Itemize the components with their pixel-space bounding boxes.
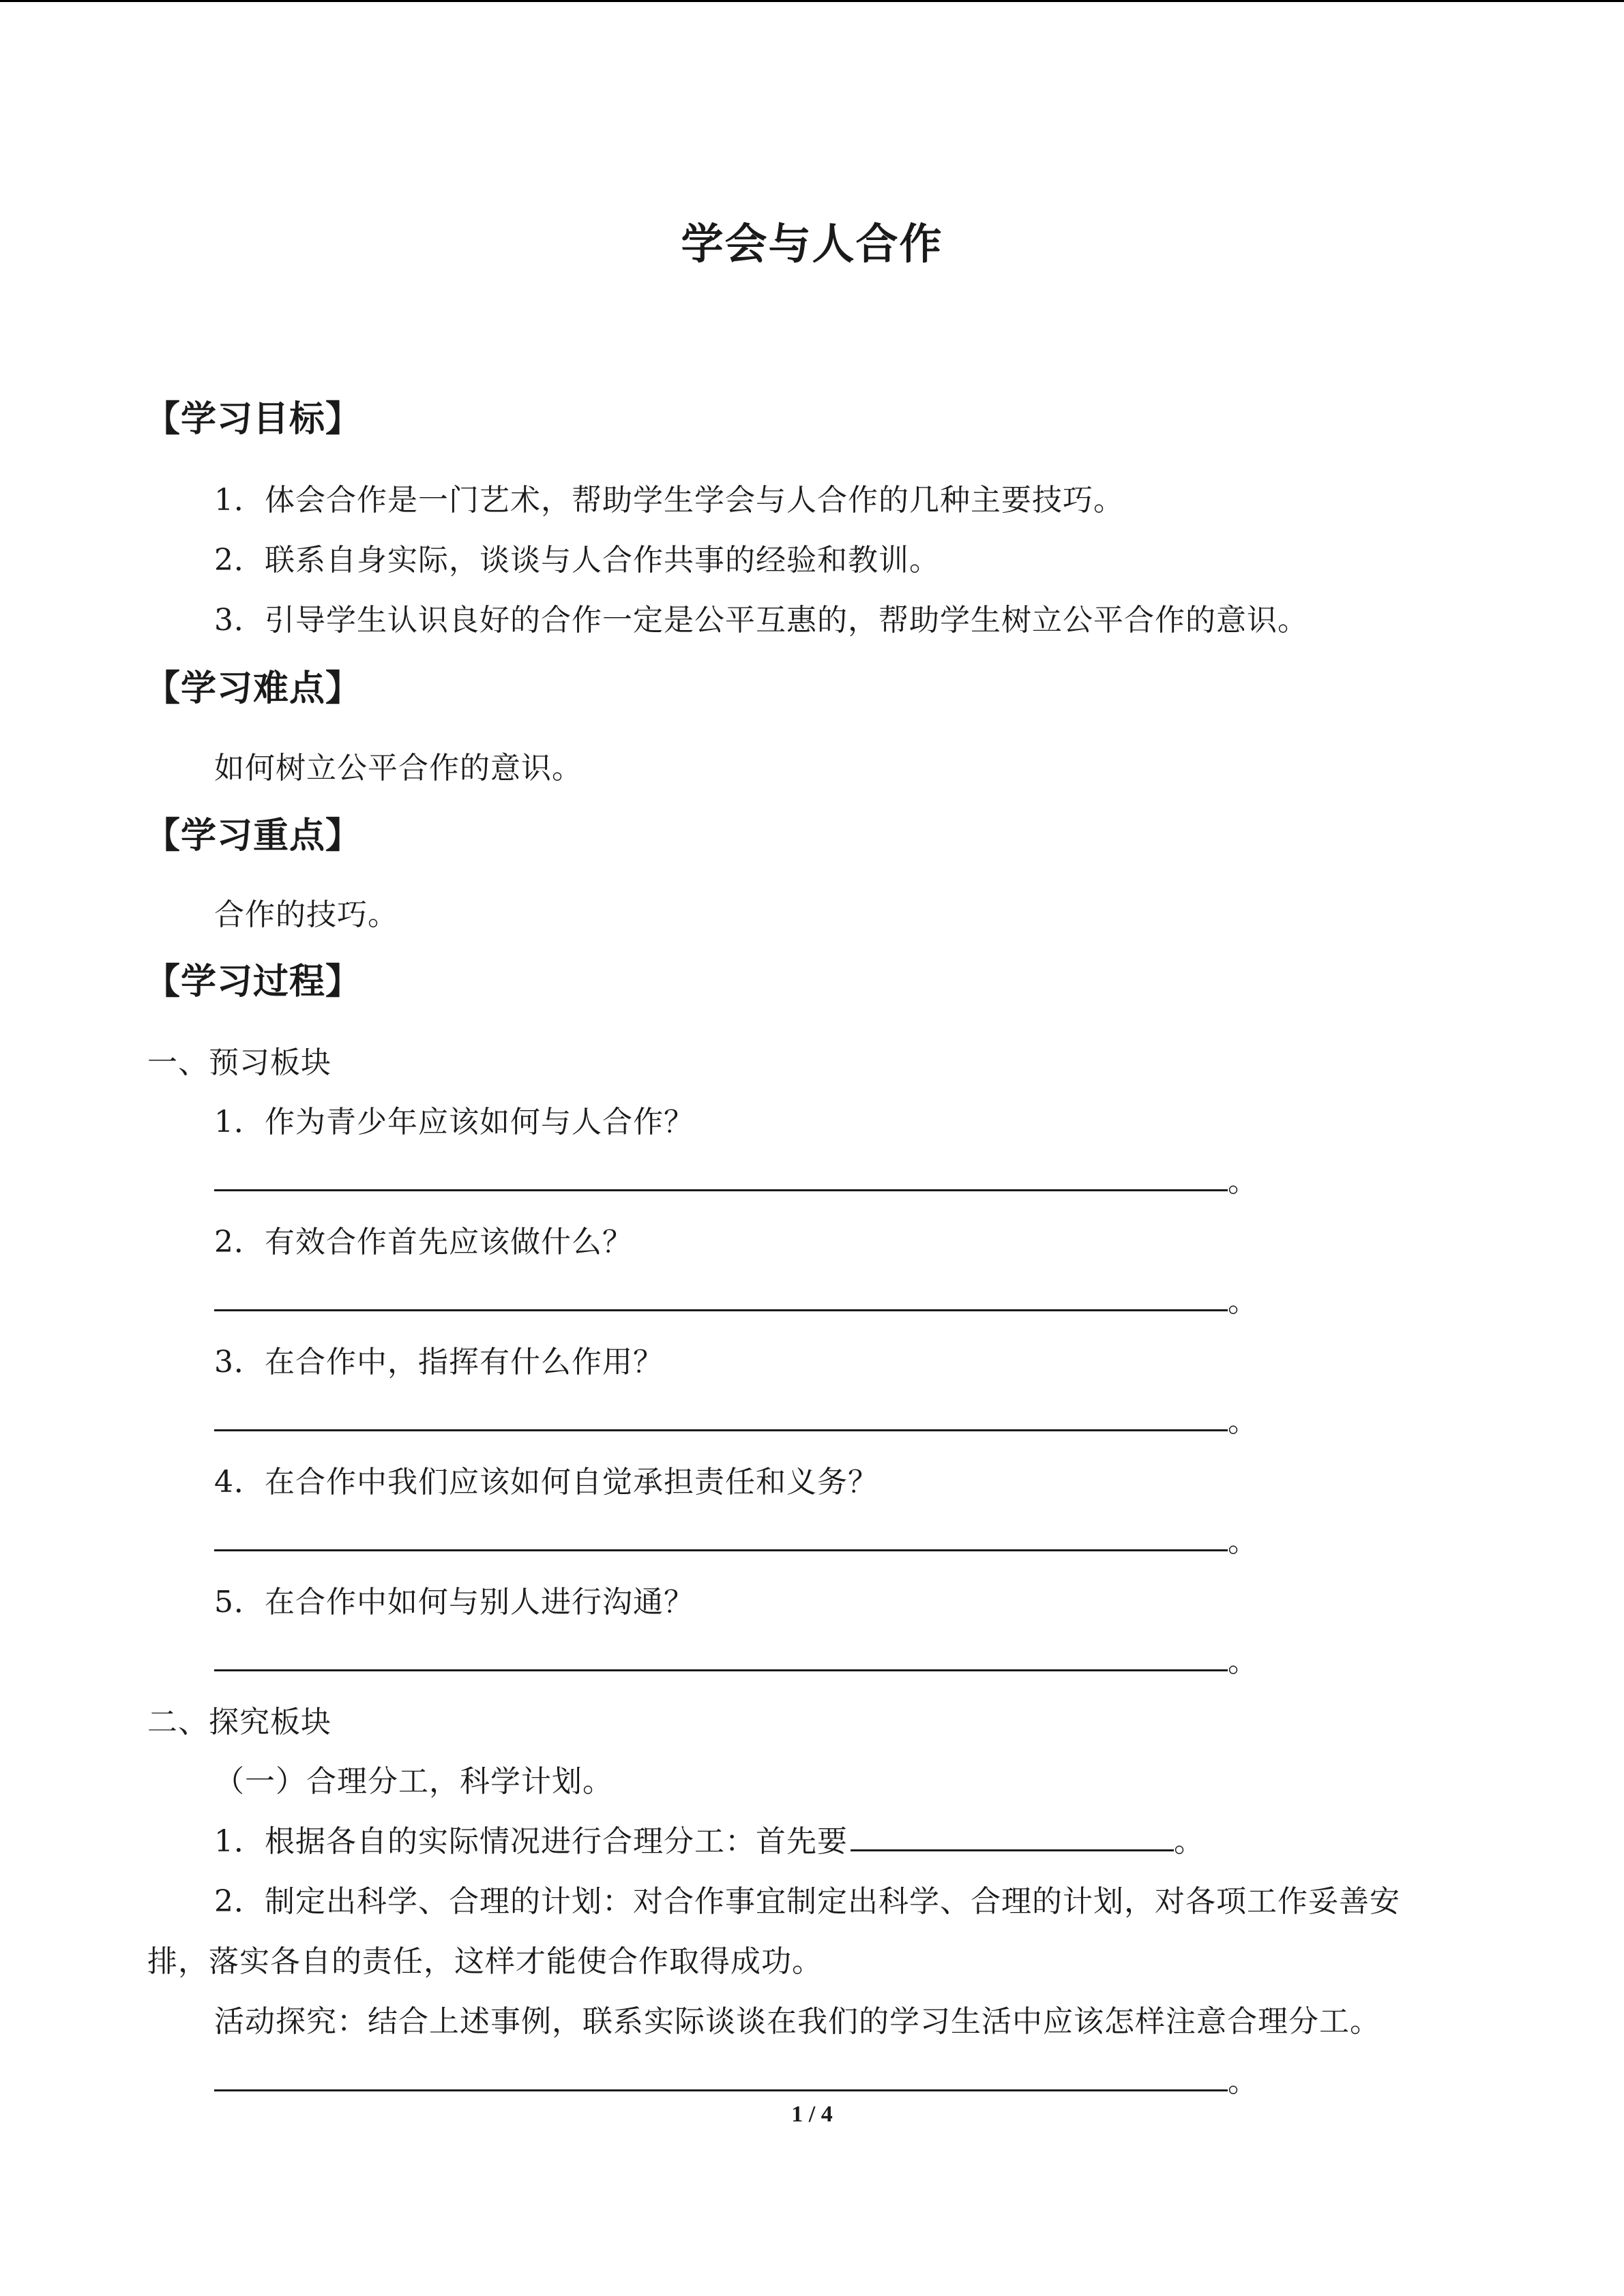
explore-label: 二、探究板块 (147, 1705, 331, 1740)
explore-item-1 (214, 1817, 1205, 1860)
page-title: 学会与人合作 (681, 219, 943, 269)
focus-heading: 【学习重点】 (145, 816, 362, 856)
preview-question-3: 3．在合作中，指挥有什么作用？ (214, 1345, 664, 1380)
answer-line-1[interactable] (214, 1157, 1258, 1200)
answer-period: 。 (1228, 1284, 1258, 1319)
answer-period: 。 (1228, 1524, 1258, 1559)
answer-line-2[interactable] (214, 1277, 1258, 1320)
answer-blank[interactable] (214, 1642, 1228, 1671)
explore-item-1-text: 1．根据各自的实际情况进行合理分工：首先要 (214, 1824, 848, 1859)
top-border (0, 0, 1624, 2)
explore-subheading: （一）合理分工，科学计划。 (214, 1764, 613, 1799)
answer-blank[interactable] (214, 2062, 1228, 2091)
answer-line-4[interactable] (214, 1517, 1258, 1560)
answer-line-3[interactable] (214, 1397, 1258, 1440)
preview-question-2: 2．有效合作首先应该做什么？ (214, 1225, 633, 1259)
explore-item-2-line-1: 2．制定出科学、合理的计划：对合作事宜制定出科学、合理的计划，对各项工作妥善安 (214, 1884, 1400, 1919)
difficulty-text: 如何树立公平合作的意识。 (214, 751, 582, 786)
difficulty-heading: 【学习难点】 (145, 668, 362, 709)
preview-question-5: 5．在合作中如何与别人进行沟通？ (214, 1585, 694, 1620)
answer-period: 。 (1228, 2064, 1258, 2099)
focus-text: 合作的技巧。 (214, 897, 398, 932)
preview-question-4: 4．在合作中我们应该如何自觉承担责任和义务？ (214, 1465, 879, 1500)
answer-blank[interactable] (214, 1282, 1228, 1311)
explore-item-1-blank[interactable] (851, 1822, 1174, 1851)
goals-heading: 【学习目标】 (145, 399, 362, 440)
answer-line-5[interactable] (214, 1637, 1258, 1680)
answer-period: 。 (1228, 1404, 1258, 1439)
answer-blank[interactable] (214, 1162, 1228, 1191)
answer-period: 。 (1228, 1644, 1258, 1679)
answer-period: 。 (1228, 1164, 1258, 1199)
answer-blank[interactable] (214, 1522, 1228, 1551)
process-heading: 【学习过程】 (145, 961, 362, 1002)
activity-prompt: 活动探究：结合上述事例，联系实际谈谈在我们的学习生活中应该怎样注意合理分工。 (214, 2004, 1381, 2039)
preview-question-1: 1．作为青少年应该如何与人合作？ (214, 1105, 694, 1139)
explore-item-2-line-2: 排，落实各自的责任，这样才能使合作取得成功。 (147, 1944, 823, 1979)
goal-item-2: 2．联系自身实际，谈谈与人合作共事的经验和教训。 (214, 543, 940, 578)
activity-answer-line[interactable] (214, 2057, 1258, 2100)
goal-item-3: 3．引导学生认识良好的合作一定是公平互惠的，帮助学生树立公平合作的意识。 (214, 603, 1308, 638)
answer-blank[interactable] (214, 1402, 1228, 1431)
explore-item-1-period: 。 (1174, 1824, 1205, 1859)
page-number: 1 / 4 (791, 2102, 833, 2127)
preview-label: 一、预习板块 (147, 1045, 331, 1080)
goal-item-1: 1．体会合作是一门艺术，帮助学生学会与人合作的几种主要技巧。 (214, 483, 1124, 518)
